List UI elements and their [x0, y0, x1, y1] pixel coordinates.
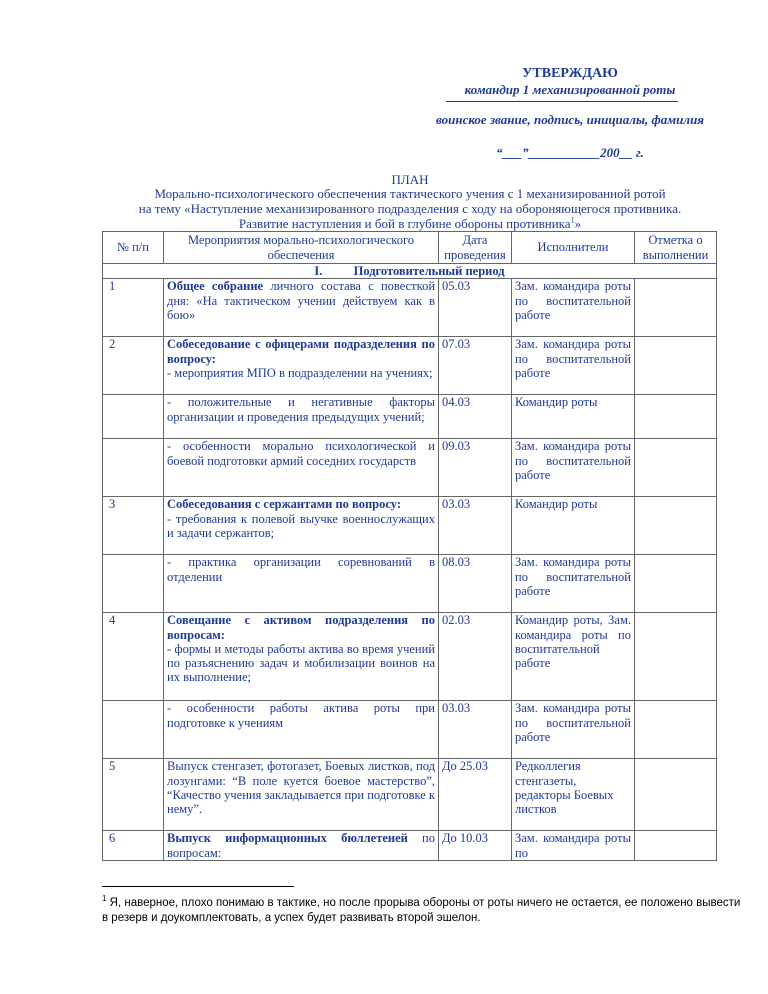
plan-subtitle-3: Развитие наступления и бой в глубине обороны противника$^1$»: [238, 215, 582, 231]
plan-title: ПЛАН: [391, 172, 429, 187]
table-row: 2 Собеседование с офицерами подразделения по вопросу: - мероприятия МПО в подразделении на учениях; 07.03 Зам. командира роты по воспитательной работе: [103, 337, 717, 395]
mark-cell: [635, 555, 717, 613]
plan-table: [102, 231, 717, 861]
mark-cell: [635, 279, 717, 337]
approval-title: УТВЕРЖДАЮ: [522, 66, 618, 81]
mark-cell: [635, 701, 717, 759]
table-row: - особенности морально психологической и боевой подготовки армий соседних государств 09.03 Зам. командира роты по воспитательной работе: [103, 439, 717, 497]
table-row: 5 Выпуск стенгазет, фотогазет, Боевых листков, под лозунгами: “В поле куется боевое мастерство”, “Качество учения закладывается при подготовке к нему”. До 25.03 Редколлегия стенгазеты, редакторы Боевых листков: [103, 759, 717, 831]
mark-cell: [635, 439, 717, 497]
mark-cell: [635, 759, 717, 831]
table-row: - особенности работы актива роты при подготовке к учениям 03.03 Зам. командира роты по воспитательной работе: [103, 701, 717, 759]
mark-cell: [635, 613, 717, 701]
header-mark: Отметка о выполнении: [635, 232, 717, 264]
mark-cell: [635, 337, 717, 395]
header-date: Дата проведения: [439, 232, 512, 264]
table-row: 1 Общее собрание личного состава с повесткой дня: «На тактическом учении действуем как в бою» 05.03 Зам. командира роты по воспитательной работе: [103, 279, 717, 337]
approval-position: командир 1 механизированной роты: [464, 82, 676, 97]
mark-cell: [635, 831, 717, 861]
header-executors: Исполнители: [512, 232, 635, 264]
footnote: $^1$ Я, наверное, плохо понимаю в тактике, но после прорыва обороны от роты ничего не остается, ее положено вывести в резерв и доукомплектовать, а успех будет развивать второй эшелон.: [102, 894, 741, 924]
mark-cell: [635, 395, 717, 439]
table-row: 4 Совещание с активом подразделения по вопросам: - формы и методы работы актива во время учений по разъяснению задач и мобилизации воинов на их выполнение; 02.03 Командир роты, Зам. командира роты по воспитательной работе: [103, 613, 717, 701]
approval-date-line: “___”___________200__ г.: [496, 145, 644, 160]
signature-hint: воинское звание, подпись, инициалы, фамилия: [435, 112, 705, 127]
footnote-separator: [102, 886, 294, 887]
table-row: 6 Выпуск информационных бюллетеней по вопросам: До 10.03 Зам. командира роты по: [103, 831, 717, 861]
header-activity: Мероприятия морально-психологического обеспечения: [164, 232, 439, 264]
plan-subtitle-1: Морально-психологического обеспечения тактического учения с 1 механизированной ротой: [154, 186, 666, 201]
table-row: - практика организации соревнований в отделении 08.03 Зам. командира роты по воспитательной работе: [103, 555, 717, 613]
plan-subtitle-2: на тему «Наступление механизированного подразделения с ходу на обороняющегося противника.: [138, 201, 682, 216]
mark-cell: [635, 497, 717, 555]
footnote-ref[interactable]: 1: [570, 215, 575, 225]
table-row: - положительные и негативные факторы организации и проведения предыдущих учений; 04.03 Командир роты: [103, 395, 717, 439]
header-num: № п/п: [103, 232, 164, 264]
signature-line: [446, 101, 678, 102]
table-row: 3 Собеседования с сержантами по вопросу: - требования к полевой выучке военнослужащих и задачи сержантов; 03.03 Командир роты: [103, 497, 717, 555]
section-heading: I. Подготовительный период: [103, 264, 717, 279]
